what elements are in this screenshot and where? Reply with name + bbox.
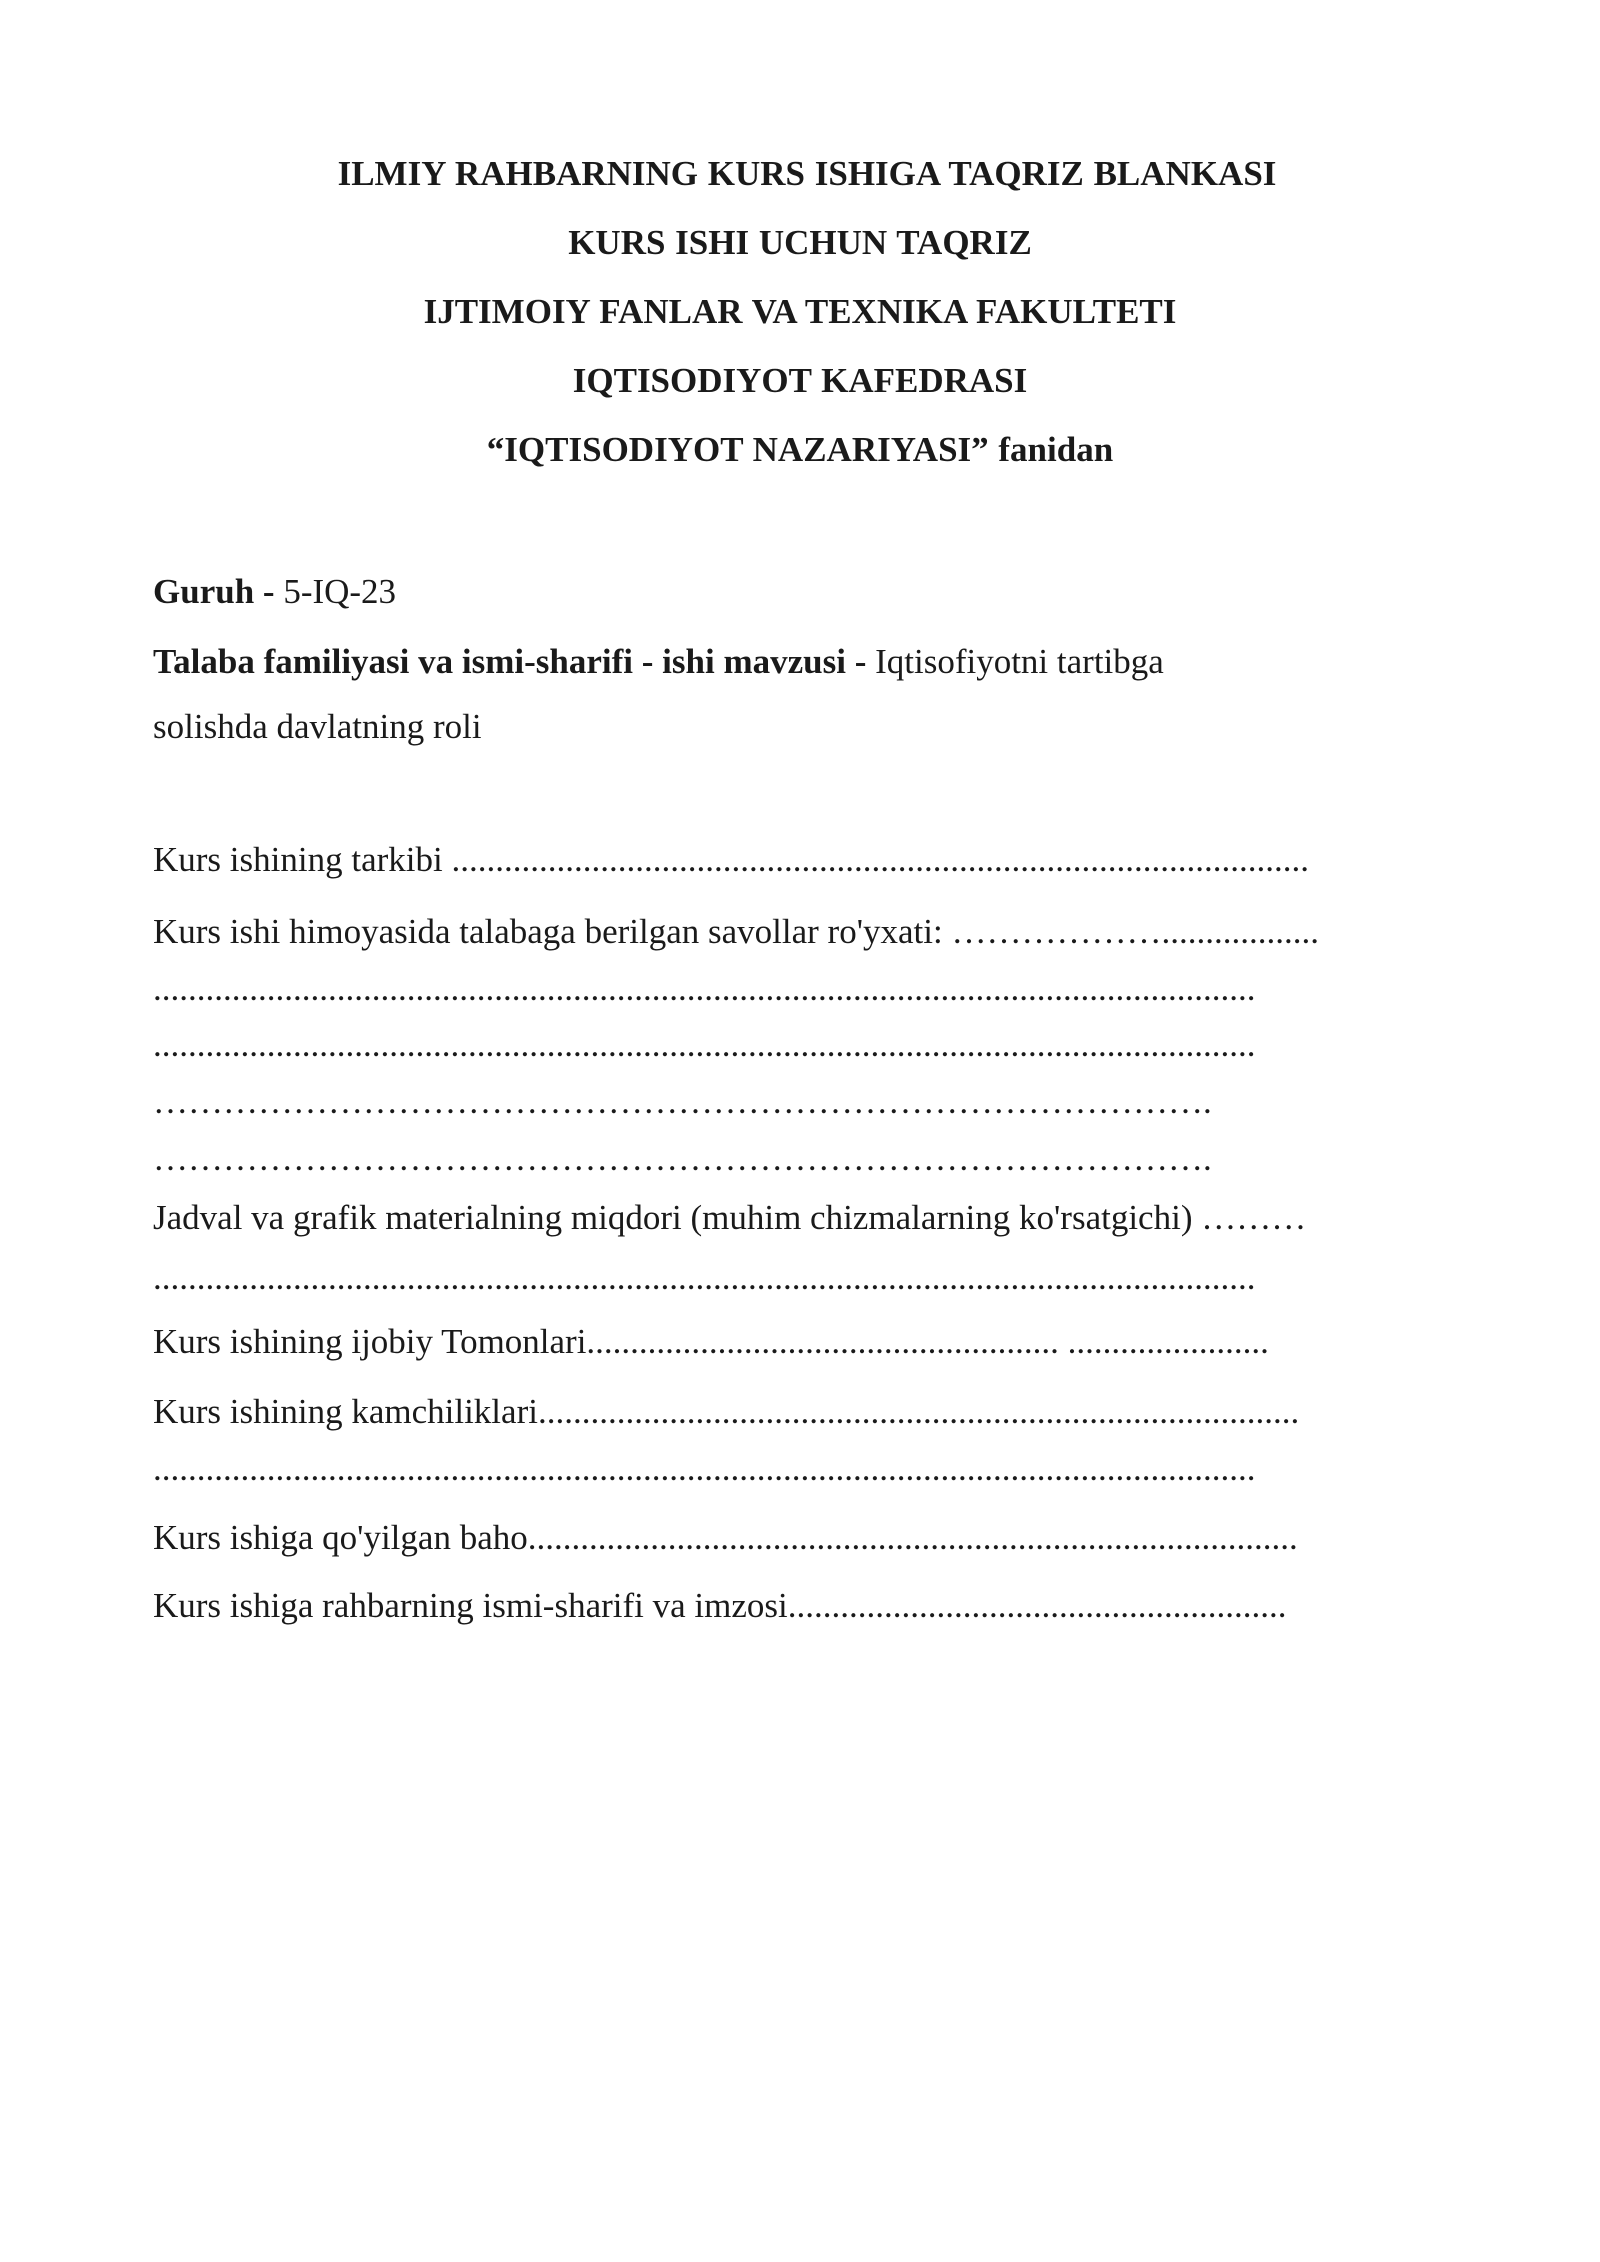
group-row <box>153 572 396 612</box>
group-value: 5-IQ-23 <box>274 572 397 611</box>
department-name: IQTISODIYOT KAFEDRASI <box>572 361 1028 400</box>
grade-field: Kurs ishiga qo'yilgan baho........................................................................................ <box>153 1518 1298 1557</box>
shortcomings-blank-line: .............................................................................................................................. <box>153 1449 1256 1488</box>
topic-continuation: solishda davlatning roli <box>153 707 482 746</box>
tables-field: Jadval va grafik materialning miqdori (muhim chizmalarning ko'rsatgichi) ……… <box>153 1198 1307 1237</box>
questions-blank-line-4: ………………………………………………………………………………. <box>153 1139 1212 1178</box>
questions-blank-line-1: .............................................................................................................................. <box>153 969 1256 1008</box>
questions-field: Kurs ishi himoyasida talabaga berilgan savollar ro'yxati: ……………….................. <box>153 912 1319 951</box>
review-title: KURS ISHI UCHUN TAQRIZ <box>568 223 1032 262</box>
document-header <box>0 156 1600 501</box>
questions-blank-line-2: .............................................................................................................................. <box>153 1025 1256 1064</box>
student-row <box>153 642 1164 682</box>
tables-blank-line: .............................................................................................................................. <box>153 1258 1256 1297</box>
faculty-name: IJTIMOIY FANLAR VA TEXNIKA FAKULTETI <box>423 292 1177 331</box>
group-label: Guruh - <box>153 572 275 611</box>
form-title: ILMIY RAHBARNING KURS ISHIGA TAQRIZ BLANKASI <box>337 154 1277 193</box>
positives-field: Kurs ishining ijobiy Tomonlari...................................................... ....................... <box>153 1322 1269 1361</box>
topic-value: Iqtisofiyotni tartibga <box>866 642 1164 681</box>
questions-blank-line-3: ………………………………………………………………………………. <box>153 1082 1212 1121</box>
subject-name: “IQTISODIYOT NAZARIYASI” fanidan <box>486 430 1114 469</box>
student-label: Talaba familiyasi va ismi-sharifi - ishi mavzusi - <box>153 642 867 681</box>
shortcomings-field: Kurs ishining kamchiliklari....................................................................................... <box>153 1392 1300 1431</box>
structure-field: Kurs ishining tarkibi .................................................................................................. <box>153 840 1309 879</box>
supervisor-signature-field: Kurs ishiga rahbarning ismi-sharifi va imzosi......................................................... <box>153 1586 1287 1625</box>
